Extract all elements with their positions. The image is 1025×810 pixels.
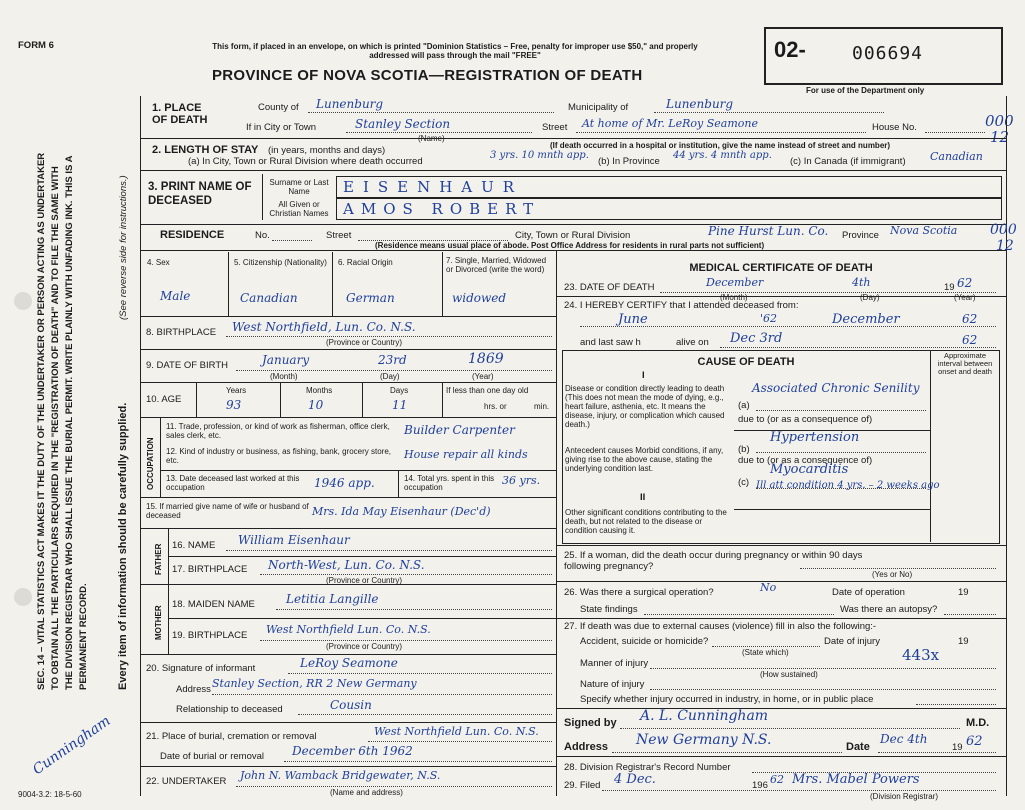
dob-month-hint: (Month) bbox=[270, 372, 298, 381]
margin-code-2: 12 bbox=[990, 128, 1010, 146]
sex-label: 4. Sex bbox=[147, 258, 170, 267]
stay-a-label: (a) In City, Town or Rural Division where death occurred bbox=[188, 156, 423, 167]
roman-one: I bbox=[642, 370, 645, 381]
medical-certificate-title: MEDICAL CERTIFICATE OF DEATH bbox=[689, 262, 873, 274]
residence-city-label: City, Town or Rural Division bbox=[515, 230, 631, 241]
department-use-label: For use of the Department only bbox=[806, 86, 925, 95]
mother-birthplace-label: 19. BIRTHPLACE bbox=[172, 630, 248, 641]
md-label: M.D. bbox=[966, 717, 990, 729]
name-hint: (Name) bbox=[418, 134, 445, 143]
accident-label: Accident, suicide or homicide? bbox=[580, 636, 709, 647]
injury-year-prefix: 19 bbox=[958, 636, 969, 647]
informant-signature-label: 20. Signature of informant bbox=[146, 663, 256, 674]
residence-province-value: Nova Scotia bbox=[890, 224, 958, 237]
injury-date-label: Date of injury bbox=[824, 636, 880, 647]
last-seen-value: Dec 3rd bbox=[730, 331, 783, 346]
burial-place-label: 21. Place of burial, cremation or removal bbox=[146, 731, 317, 742]
date-of-birth-label: 9. DATE OF BIRTH bbox=[146, 360, 228, 371]
years-label: Years bbox=[226, 386, 247, 395]
due-to-b-label: due to (or as a consequence of) bbox=[738, 455, 873, 466]
manner-label: Manner of injury bbox=[580, 658, 649, 669]
supply-notice: Every item of information should be carefully supplied. bbox=[117, 402, 129, 690]
father-birthplace-label: 17. BIRTHPLACE bbox=[172, 564, 248, 575]
dob-day-hint: (Day) bbox=[380, 372, 400, 381]
county-label: County of bbox=[258, 102, 299, 113]
registrar-signature: Mrs. Mabel Powers bbox=[792, 772, 920, 787]
trade-value: Builder Carpenter bbox=[404, 423, 515, 437]
given-names-label: All Given or Christian Names bbox=[269, 200, 329, 218]
physician-signature: A. L. Cunningham bbox=[640, 708, 769, 724]
external-causes-label: 27. If death was due to external causes (violence) fill in also the following:- bbox=[564, 621, 877, 632]
attended-from: June bbox=[618, 312, 648, 327]
last-seen-year: 62 bbox=[962, 333, 978, 347]
margin-code: 000 bbox=[985, 112, 1014, 130]
father-name-value: William Eisenhaur bbox=[238, 533, 350, 547]
dod-month-hint: (Month) bbox=[720, 293, 748, 302]
filed-year-prefix: 196 bbox=[752, 780, 768, 791]
burial-date-value: December 6th 1962 bbox=[292, 744, 413, 758]
last-saw-label: and last saw h bbox=[580, 337, 641, 348]
form-code: 9004-3.2: 18-5-60 bbox=[18, 790, 82, 799]
deceased-name-label: 3. PRINT NAME OF DECEASED bbox=[148, 181, 252, 207]
registration-number-box bbox=[764, 27, 1003, 85]
birthplace-hint: (Province or Country) bbox=[326, 338, 403, 347]
residence-label: RESIDENCE bbox=[160, 229, 225, 241]
surgery-value: No bbox=[760, 581, 777, 594]
citizenship-value: Canadian bbox=[240, 291, 298, 305]
operation-date-label: Date of operation bbox=[832, 587, 905, 598]
certify-label: 24. I HEREBY CERTIFY that I attended deceased from: bbox=[564, 300, 799, 311]
filed-year: 62 bbox=[770, 773, 784, 786]
antecedent-label: Antecedent causes Morbid conditions, if any, giving rise to the above cause, stating the underlying condition last. bbox=[565, 446, 724, 473]
mother-name-label: 18. MAIDEN NAME bbox=[172, 599, 255, 610]
undertaker-hint: (Name and address) bbox=[330, 788, 403, 797]
signed-year-prefix: 19 bbox=[952, 742, 963, 753]
municipality-label: Municipality of bbox=[568, 102, 629, 113]
injury-place-label: Specify whether injury occurred in industry, in home, or in public place bbox=[580, 694, 874, 705]
cause-of-death-title: CAUSE OF DEATH bbox=[697, 356, 795, 368]
physician-address-label: Address bbox=[564, 741, 609, 753]
cause-c-value: Myocarditis bbox=[770, 462, 849, 477]
informant-address-label: Address bbox=[176, 684, 211, 695]
minutes-label: min. bbox=[534, 402, 550, 411]
attended-from-year: '62 bbox=[760, 312, 778, 325]
dob-day: 23rd bbox=[378, 353, 407, 367]
signed-by-label: Signed by bbox=[564, 717, 617, 729]
nature-label: Nature of injury bbox=[580, 679, 645, 690]
relationship-label: Relationship to deceased bbox=[176, 704, 283, 715]
industry-value: House repair all kinds bbox=[404, 448, 528, 461]
mother-birthplace-hint: (Province or Country) bbox=[326, 642, 403, 651]
signed-date-label: Date bbox=[846, 741, 870, 753]
last-worked-value: 1946 app. bbox=[314, 476, 375, 490]
stay-c-value: Canadian bbox=[930, 150, 983, 163]
months-label: Months bbox=[306, 386, 333, 395]
informant-address-value: Stanley Section, RR 2 New Germany bbox=[212, 677, 417, 690]
length-of-stay-label: 2. LENGTH OF STAY bbox=[152, 144, 259, 156]
autopsy-label: Was there an autopsy? bbox=[840, 604, 938, 615]
city-value: Stanley Section bbox=[355, 117, 451, 131]
residence-street-label: Street bbox=[326, 230, 352, 241]
dod-year-prefix: 19 bbox=[944, 282, 955, 293]
marital-status-label: 7. Single, Married, Widowed or Divorced (write the word) bbox=[446, 256, 547, 274]
county-value: Lunenburg bbox=[316, 97, 384, 111]
father-birthplace-value: North-West, Lun. Co. N.S. bbox=[268, 558, 425, 572]
stay-a-value: 3 yrs. 10 mnth app. bbox=[490, 150, 589, 161]
informant-signature-value: LeRoy Seamone bbox=[300, 656, 398, 670]
house-number-label: House No. bbox=[872, 122, 917, 133]
length-of-stay-sub: (in years, months and days) bbox=[268, 145, 386, 156]
attended-to-year: 62 bbox=[962, 312, 978, 326]
residence-margin-code: 000 bbox=[990, 222, 1017, 238]
operation-year-prefix: 19 bbox=[958, 587, 969, 598]
age-months-value: 10 bbox=[308, 398, 324, 412]
stay-b-label: (b) In Province bbox=[598, 156, 660, 167]
spouse-value: Mrs. Ida May Eisenhaur (Dec'd) bbox=[312, 505, 491, 518]
trade-label: 11. Trade, profession, or kind of work as fisherman, office clerk, sales clerk, etc. bbox=[166, 422, 390, 440]
residence-margin-code-2: 12 bbox=[996, 238, 1014, 254]
pregnancy-label: 25. If a woman, did the death occur during pregnancy or within 90 days following pregnancy? bbox=[564, 550, 863, 572]
stay-c-label: (c) In Canada (if immigrant) bbox=[790, 156, 906, 167]
dob-year: 1869 bbox=[468, 351, 504, 367]
registrar-hint: (Division Registrar) bbox=[870, 792, 939, 801]
residence-no-label: No. bbox=[255, 230, 270, 241]
cause-c-note: Ill att condition 4 yrs. – 2 weeks ago bbox=[756, 480, 940, 491]
alive-on-label: alive on bbox=[676, 337, 709, 348]
punch-hole bbox=[14, 292, 32, 310]
residence-province-label: Province bbox=[842, 230, 879, 241]
dod-month: December bbox=[706, 276, 764, 289]
form-title: PROVINCE OF NOVA SCOTIA—REGISTRATION OF DEATH bbox=[212, 67, 643, 84]
given-names-value: AMOS ROBERT bbox=[343, 200, 541, 218]
cause-a-marker: (a) bbox=[738, 400, 750, 411]
hospital-hint: (If death occurred in a hospital or institution, give the name instead of street and number) bbox=[550, 141, 891, 150]
statute-notice: SEC. 14 – VITAL STATISTICS ACT MAKES IT THE DUTY OF THE UNDERTAKER OR PERSON ACTING AS UNDERTAKER TO OBTAIN ALL THE PARTICULARS REQUIRED IN THE "REGISTRATION OF DEATH" AND TO FILE THE SAME WITH THE DIVISION REGISTRAR WHO SHALL ISSUE THE BURIAL PERMIT. WRITE PLAINLY WITH UNFADING INK. THIS IS A PERMANENT RECORD. bbox=[36, 152, 89, 690]
father-birthplace-hint: (Province or Country) bbox=[326, 576, 403, 585]
street-label: Street bbox=[542, 122, 568, 133]
racial-origin-value: German bbox=[346, 291, 395, 305]
physician-address-value: New Germany N.S. bbox=[636, 732, 772, 748]
last-worked-label: 13. Date deceased last worked at this occupation bbox=[166, 474, 300, 492]
total-years-label: 14. Total yrs. spent in this occupation bbox=[404, 474, 495, 492]
date-of-death-label: 23. DATE OF DEATH bbox=[564, 282, 655, 293]
industry-label: 12. Kind of industry or business, as fishing, bank, grocery store, etc. bbox=[166, 447, 392, 465]
mother-name-value: Letitia Langille bbox=[286, 592, 379, 606]
dod-year: 62 bbox=[957, 276, 973, 290]
undertaker-value: John N. Wamback Bridgewater, N.S. bbox=[240, 769, 441, 782]
mother-section-label: MOTHER bbox=[154, 605, 163, 640]
cause-c-marker: (c) bbox=[738, 477, 750, 488]
surgery-label: 26. Was there a surgical operation? bbox=[564, 587, 714, 598]
residence-city-value: Pine Hurst Lun. Co. bbox=[708, 224, 829, 238]
dob-month: January bbox=[262, 353, 310, 367]
city-label: If in City or Town bbox=[246, 122, 317, 133]
attended-to: December bbox=[832, 312, 900, 327]
citizenship-label: 5. Citizenship (Nationality) bbox=[234, 258, 327, 267]
sex-value: Male bbox=[160, 289, 191, 303]
burial-date-label: Date of burial or removal bbox=[160, 751, 265, 762]
birthplace-label: 8. BIRTHPLACE bbox=[146, 327, 217, 338]
occupation-section-label: OCCUPATION bbox=[146, 437, 155, 490]
record-number-label: 28. Division Registrar's Record Number bbox=[564, 762, 731, 773]
relationship-value: Cousin bbox=[330, 698, 372, 712]
form-number: FORM 6 bbox=[18, 40, 54, 51]
roman-two: II bbox=[640, 492, 646, 503]
due-to-a-label: due to (or as a consequence of) bbox=[738, 414, 873, 425]
registration-prefix: 02- bbox=[774, 37, 806, 62]
direct-cause-label: Disease or condition directly leading to death (This does not mean the mode of dying, e.g., heart failure, asthenia, etc. It means the disease, injury, or complication which caused death.) bbox=[565, 384, 725, 429]
father-name-label: 16. NAME bbox=[172, 540, 216, 551]
signed-date-value: Dec 4th bbox=[880, 732, 928, 746]
dod-day-hint: (Day) bbox=[860, 293, 880, 302]
reverse-side-note: (See reverse side for instructions.) bbox=[118, 175, 129, 320]
cause-b-value: Hypertension bbox=[770, 430, 860, 445]
surname-box bbox=[336, 176, 1002, 198]
infant-label: If less than one day old bbox=[446, 386, 529, 395]
hours-label: hrs. or bbox=[484, 402, 507, 411]
age-label: 10. AGE bbox=[146, 394, 182, 405]
yes-no-hint: (Yes or No) bbox=[872, 570, 913, 579]
burial-place-value: West Northfield Lun. Co. N.S. bbox=[374, 725, 539, 738]
undertaker-label: 22. UNDERTAKER bbox=[146, 776, 227, 787]
age-years-value: 93 bbox=[226, 398, 242, 412]
dod-year-hint: (Year) bbox=[954, 293, 976, 302]
registration-number: 006694 bbox=[852, 43, 924, 64]
interval-label: Approximate interval between onset and death bbox=[937, 351, 993, 376]
marital-status-value: widowed bbox=[452, 291, 507, 305]
spouse-label: 15. If married give name of wife or husband of deceased bbox=[146, 502, 309, 520]
surname-label: Surname or Last Name bbox=[269, 178, 329, 196]
street-value: At home of Mr. LeRoy Seamone bbox=[582, 117, 758, 130]
father-section-label: FATHER bbox=[154, 543, 163, 575]
cause-b-marker: (b) bbox=[738, 444, 750, 455]
state-findings-label: State findings bbox=[580, 604, 638, 615]
age-days-value: 11 bbox=[392, 398, 408, 412]
birthplace-value: West Northfield, Lun. Co. N.S. bbox=[232, 320, 416, 334]
stamp-code: 443x bbox=[902, 646, 940, 664]
how-sustained-hint: (How sustained) bbox=[760, 670, 818, 679]
residence-hint: (Residence means usual place of abode. Post Office Address for residents in rural parts not sufficient) bbox=[375, 241, 765, 250]
stay-b-value: 44 yrs. 4 mnth app. bbox=[673, 150, 772, 161]
dod-day: 4th bbox=[852, 276, 871, 289]
given-names-box bbox=[336, 198, 1002, 220]
dob-year-hint: (Year) bbox=[472, 372, 494, 381]
mother-birthplace-value: West Northfield Lun. Co. N.S. bbox=[266, 623, 431, 636]
filed-value: 4 Dec. bbox=[614, 772, 656, 787]
total-years-value: 36 yrs. bbox=[502, 474, 541, 487]
place-of-death-label: 1. PLACE OF DEATH bbox=[152, 102, 208, 126]
cause-a-value: Associated Chronic Senility bbox=[752, 381, 920, 395]
punch-hole bbox=[14, 588, 32, 606]
other-conditions-label: Other significant conditions contributing to the death, but not related to the disease or condition causing it. bbox=[565, 508, 727, 535]
municipality-value: Lunenburg bbox=[666, 97, 734, 111]
filed-label: 29. Filed bbox=[564, 780, 601, 791]
racial-origin-label: 6. Racial Origin bbox=[338, 258, 393, 267]
surname-value: EISENHAUR bbox=[343, 178, 524, 196]
state-which-hint: (State which) bbox=[742, 648, 789, 657]
mailing-notice: This form, if placed in an envelope, on which is printed "Dominion Statistics – Free, penalty for improper use $50," and properly addressed will pass through the mail "FREE" bbox=[212, 42, 698, 60]
days-label: Days bbox=[390, 386, 409, 395]
margin-signature: Cunningham bbox=[30, 712, 114, 779]
signed-year-value: 62 bbox=[966, 734, 983, 749]
